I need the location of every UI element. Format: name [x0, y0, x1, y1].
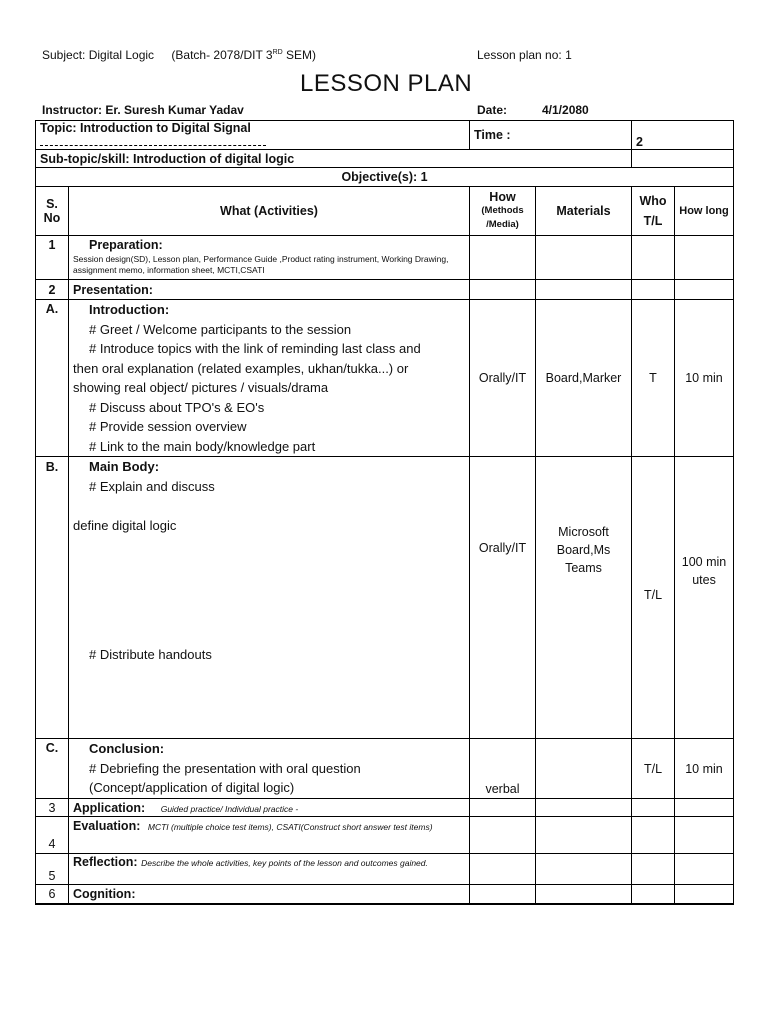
table-row [36, 300, 734, 457]
table-row [36, 854, 734, 885]
col-sno: S. No [36, 187, 69, 236]
intro-materials: Board,Marker [536, 300, 632, 457]
preparation-detail: Session design(SD), Lesson plan, Performance Guide ,Product rating instrument, Working Drawing, assignment memo, information sheet, MCTI,CSATI [73, 254, 449, 275]
body-how-long: 100 minutes [675, 457, 734, 739]
evaluation-note: MCTI (multiple choice test items), CSATI(Construct short answer test items) [147, 822, 433, 832]
row-number: 5 [36, 854, 69, 885]
conclusion-how-long: 10 min [675, 739, 734, 799]
conclusion-heading: Conclusion: [89, 741, 165, 756]
intro-line: then oral explanation (related examples, ukhan/tukka...) or [73, 360, 409, 376]
cognition-heading: Cognition: [69, 885, 470, 904]
body-line: # Explain and discuss [89, 478, 215, 494]
page-title: LESSON PLAN [300, 70, 473, 97]
conclusion-line: # Debriefing the presentation with oral question [89, 760, 361, 776]
table-row [36, 799, 734, 817]
topic-row [36, 121, 734, 150]
date-value: 4/1/2080 [542, 103, 589, 117]
batch-label: (Batch- 2078/DIT 3RD SEM) [171, 48, 317, 62]
col-how-long: How long [675, 187, 734, 236]
row-number: 1 [36, 236, 69, 280]
intro-line: # Provide session overview [89, 419, 247, 434]
body-line: # Distribute handouts [89, 646, 212, 662]
row-number: B. [36, 457, 69, 739]
body-materials: Microsoft Board,Ms Teams [536, 457, 632, 739]
intro-who: T [632, 300, 675, 457]
dashed-line [40, 145, 266, 146]
table-row [36, 817, 734, 854]
body-line: define digital logic [73, 518, 177, 533]
col-how: How (Methods /Media) [470, 187, 536, 236]
intro-line: # Introduce topics with the link of reminding last class and [89, 341, 421, 356]
conclusion-who: T/L [632, 739, 675, 799]
objective-row [36, 168, 734, 187]
column-header-row [36, 187, 734, 236]
reflection-heading: Reflection: [73, 855, 138, 869]
conclusion-how: verbal [470, 739, 536, 799]
application-note: Guided practice/ Individual practice - [160, 803, 299, 814]
col-what: What (Activities) [69, 187, 470, 236]
intro-line: # Greet / Welcome participants to the session [89, 321, 352, 337]
evaluation-heading: Evaluation: [73, 819, 141, 833]
main-body-heading: Main Body: [89, 459, 160, 474]
subtopic-label: Sub-topic/skill: Introduction of digital logic [36, 150, 632, 168]
col-materials: Materials [536, 187, 632, 236]
presentation-heading: Presentation: [69, 280, 470, 300]
body-who: T/L [632, 457, 675, 739]
time-label: Time : [474, 128, 511, 142]
instructor-label: Instructor: Er. Suresh Kumar Yadav [42, 103, 244, 117]
table-row [36, 885, 734, 904]
intro-line: showing real object/ pictures / visuals/drama [73, 380, 329, 395]
table-row [36, 236, 734, 280]
application-heading: Application: [73, 800, 146, 815]
time-value: 2 [636, 135, 643, 149]
table-row [36, 457, 734, 739]
row-number: A. [36, 300, 69, 457]
row-number: 4 [36, 817, 69, 854]
col-who: Who T/L [632, 187, 675, 236]
row-number: C. [36, 739, 69, 799]
intro-how: Orally/IT [470, 300, 536, 457]
preparation-heading: Preparation: [89, 238, 163, 252]
intro-line: # Link to the main body/knowledge part [89, 438, 316, 454]
date-label: Date: [477, 103, 508, 117]
subject-label: Subject: Digital Logic (Batch- 2078/DIT 3RD SEM) [42, 48, 317, 62]
table-row [36, 739, 734, 799]
objective-label: Objective(s): 1 [36, 168, 734, 187]
topic-label: Topic: Introduction to Digital Signal [40, 121, 251, 135]
conclusion-line: (Concept/application of digital logic) [89, 780, 295, 795]
lesson-plan-number: Lesson plan no: 1 [477, 48, 572, 62]
row-number: 6 [36, 885, 69, 904]
subtopic-row [36, 150, 734, 168]
row-number: 2 [36, 280, 69, 300]
row-number: 3 [36, 799, 69, 817]
body-how: Orally/IT [470, 457, 536, 739]
intro-how-long: 10 min [675, 300, 734, 457]
intro-line: # Discuss about TPO's & EO's [89, 399, 265, 415]
lesson-plan-table [35, 120, 734, 905]
table-row [36, 280, 734, 300]
reflection-note: Describe the whole activities, key points of the lesson and outcomes gained. [141, 858, 428, 868]
introduction-heading: Introduction: [89, 302, 170, 317]
